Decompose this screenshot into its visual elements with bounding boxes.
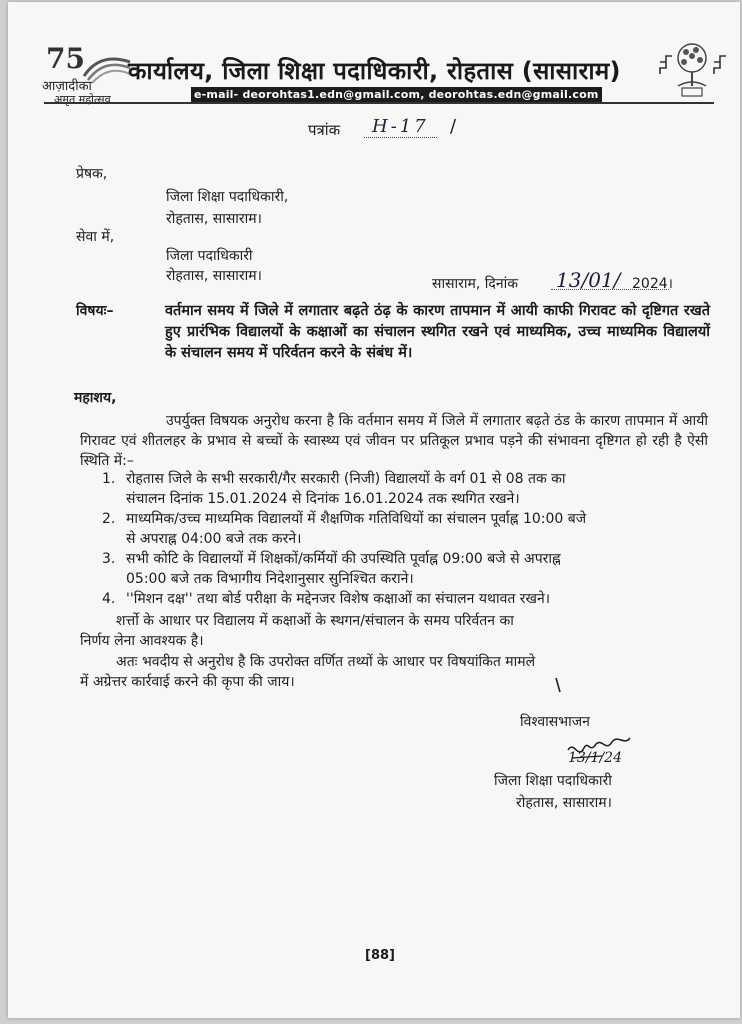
- conditions-paragraph-line2: निर्णय लेना आवश्यक है।: [80, 633, 204, 649]
- reference-suffix: /: [450, 116, 457, 137]
- list-item-line2: 05:00 बजे तक विभागीय निदेशानुसार सुनिश्चित कराने।: [126, 571, 414, 587]
- azadi-ka-amrit-mahotsav-logo: [42, 42, 132, 106]
- list-item-line1: रोहतास जिले के सभी सरकारी/गैर सरकारी (निजी) विद्यालयों के वर्ग 01 से 08 तक का: [126, 471, 566, 487]
- bihar-emblem-icon: [656, 40, 728, 104]
- logo-text-line2: अमृत महोत्सव: [54, 93, 111, 106]
- signature-title: जिला शिक्षा पदाधिकारी: [494, 773, 612, 789]
- intro-paragraph: उपर्युक्त विषयक अनुरोध करना है कि वर्तमान समय में जिले में लगातार बढ़ते ठंड के कारण तापमान में आयी गिरावट एवं शीतलहर के प्रभाव से बच्चों के स्वास्थ्य एवं जीवन पर प्रतिकूल प्रभाव पड़ने की संभावना दृष्टिगत हो रही है ऐसी स्थिति में:–: [80, 413, 708, 469]
- recipient-line2: रोहतास, सासाराम।: [166, 268, 262, 284]
- list-item-line2: से अपराह्न 04:00 बजे तक करने।: [126, 531, 302, 547]
- list-item-line1: माध्यमिक/उच्च माध्यमिक विद्यालयों में शैक्षणिक गतिविधियों का संचालन पूर्वाह्न 10:00 बजे: [126, 511, 587, 527]
- date-label: सासाराम, दिनांक: [432, 276, 519, 292]
- subject-text: वर्तमान समय में जिले में लगातार बढ़ते ठंढ़ के कारण तापमान में आयी काफी गिरावट को दृष्टिगत रखते हुए प्रारंभिक विद्यालयों के कक्षाओं का संचालन स्थगित रखने एवं माध्यमिक, उच्च माध्यमिक विद्यालयों के संचालन समय में परिर्वतन करने के संबंध में।: [165, 303, 710, 361]
- handwritten-tick-mark: [552, 676, 566, 696]
- page-number: [88]: [365, 948, 395, 963]
- list-item-number: 1.: [102, 471, 116, 487]
- salutation: महाशय,: [74, 390, 117, 406]
- conditions-paragraph-line1: शर्त्तो के आधार पर विद्यालय में कक्षाओं के स्थगन/संचालन के समय परिर्वतन का: [116, 613, 514, 629]
- office-title: कार्यालय, जिला शिक्षा पदाधिकारी, रोहतास (सासाराम): [128, 57, 621, 85]
- sender-line1: जिला शिक्षा पदाधिकारी,: [166, 189, 289, 205]
- list-item: [102, 469, 702, 509]
- signature-handwritten-date: 13/1/24: [568, 750, 622, 766]
- request-paragraph-line1: अतः भवदीय से अनुरोध है कि उपरोक्त वर्णित तथ्यों के आधार पर विषयांकित मामले: [116, 654, 536, 670]
- letter-page: [8, 2, 740, 1018]
- date-handwritten: 13/01/: [556, 268, 621, 292]
- signature-closing: विश्वासभाजन: [520, 714, 590, 730]
- date-year: 2024।: [632, 276, 673, 292]
- list-item-line1: ''मिशन दक्ष'' तथा बोर्ड परीक्षा के मद्देनजर विशेष कक्षाओं का संचालन यथावत रखने।: [126, 591, 551, 607]
- list-item-line2: संचालन दिनांक 15.01.2024 से दिनांक 16.01.2024 तक स्थगित रखने।: [126, 491, 520, 507]
- list-item-number: 3.: [102, 551, 116, 567]
- list-item: [102, 589, 702, 609]
- reference-handwritten-number: H-17: [364, 116, 437, 138]
- subject-label: विषयः–: [76, 303, 114, 319]
- header-rule: [44, 102, 714, 104]
- recipient-line1: जिला पदाधिकारी: [166, 248, 253, 264]
- email-bar: e-mail- deorohtas1.edn@gmail.com, deorohtas.edn@gmail.com: [191, 87, 602, 102]
- list-item-number: 2.: [102, 511, 116, 527]
- signature-place: रोहतास, सासाराम।: [516, 795, 612, 811]
- list-item-number: 4.: [102, 591, 116, 607]
- recipient-label: सेवा में,: [76, 229, 115, 245]
- list-item-line1: सभी कोटि के विद्यालयों में शिक्षकों/कर्मियों की उपस्थिति पूर्वाह्न 09:00 बजे से अपराह्न: [126, 551, 561, 567]
- logo-text-line1: आज़ादीका: [42, 79, 92, 94]
- sender-line2: रोहतास, सासाराम।: [166, 211, 262, 227]
- list-item: [102, 549, 702, 589]
- sender-label: प्रेषक,: [76, 166, 108, 182]
- logo-number: 75: [46, 42, 85, 75]
- list-item: [102, 509, 702, 549]
- reference-label: पत्रांक: [308, 121, 341, 139]
- request-paragraph-line2: में अग्रेत्तर कार्रवाई करने की कृपा की जाय।: [80, 674, 295, 690]
